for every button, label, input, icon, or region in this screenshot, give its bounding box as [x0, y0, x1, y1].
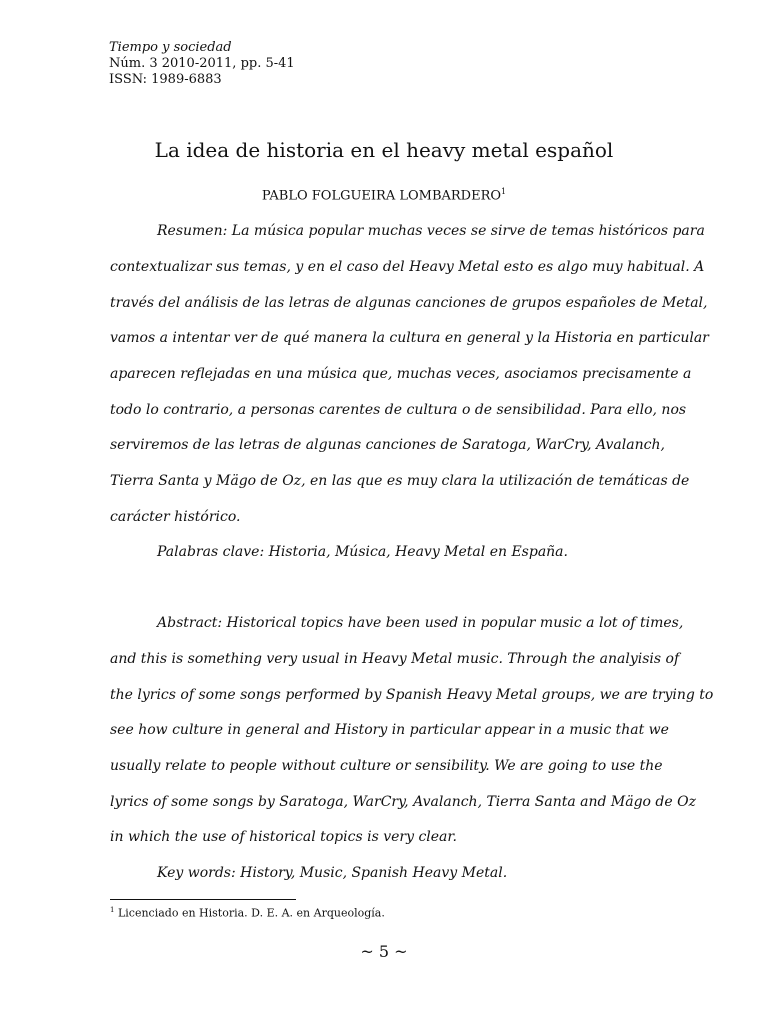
abstract-line: usually relate to people without culture or sensibility. We are going to use the	[110, 758, 663, 774]
journal-issn: ISSN: 1989-6883	[109, 72, 222, 87]
abstract-line: Abstract: Historical topics have been used in popular music a lot of times,	[157, 615, 684, 631]
author-line	[0, 187, 768, 203]
author-name: PABLO FOLGUEIRA LOMBARDERO	[261, 188, 502, 204]
resumen-line: través del análisis de las letras de algunas canciones de grupos españoles de Metal,	[110, 295, 708, 311]
resumen-line: aparecen reflejadas en una música que, muchas veces, asociamos precisamente a	[110, 366, 692, 382]
resumen-line: todo lo contrario, a personas carentes de cultura o de sensibilidad. Para ello, nos	[110, 402, 687, 418]
journal-name: Tiempo y sociedad	[109, 40, 232, 55]
journal-header	[109, 40, 295, 88]
footnote-text: Licenciado en Historia. D. E. A. en Arqueología.	[117, 906, 385, 920]
page-number: ~ 5 ~	[360, 942, 408, 961]
resumen-line: vamos a intentar ver de qué manera la cultura en general y la Historia en particular	[110, 330, 709, 346]
footnote-mark: 1	[110, 906, 115, 914]
abstract-line: and this is something very usual in Heavy Metal music. Through the analyisis of	[110, 651, 680, 667]
resumen-line: serviremos de las letras de algunas canciones de Saratoga, WarCry, Avalanch,	[110, 437, 665, 453]
abstract-line: the lyrics of some songs performed by Spanish Heavy Metal groups, we are trying to	[110, 687, 714, 703]
key-words: Key words: History, Music, Spanish Heavy Metal.	[157, 865, 508, 881]
journal-issue: Núm. 3 2010-2011, pp. 5-41	[109, 56, 295, 71]
abstract-line: lyrics of some songs by Saratoga, WarCry, Avalanch, Tierra Santa and Mägo de Oz	[110, 794, 696, 810]
resumen-line: Resumen: La música popular muchas veces se sirve de temas históricos para	[157, 223, 705, 239]
abstract-line: in which the use of historical topics is very clear.	[110, 829, 458, 845]
resumen-line: Tierra Santa y Mägo de Oz, en las que es muy clara la utilización de temáticas de	[110, 473, 690, 489]
article-title: La idea de historia en el heavy metal español	[154, 138, 614, 162]
resumen-line: contextualizar sus temas, y en el caso del Heavy Metal esto es algo muy habitual. A	[110, 259, 705, 275]
resumen-line: carácter histórico.	[110, 509, 241, 525]
footnote	[110, 906, 385, 920]
palabras-clave: Palabras clave: Historia, Música, Heavy Metal en España.	[157, 544, 568, 560]
author-footnote-mark: 1	[501, 187, 507, 196]
abstract-line: see how culture in general and History in particular appear in a music that we	[110, 722, 669, 738]
footnote-divider	[110, 899, 296, 900]
